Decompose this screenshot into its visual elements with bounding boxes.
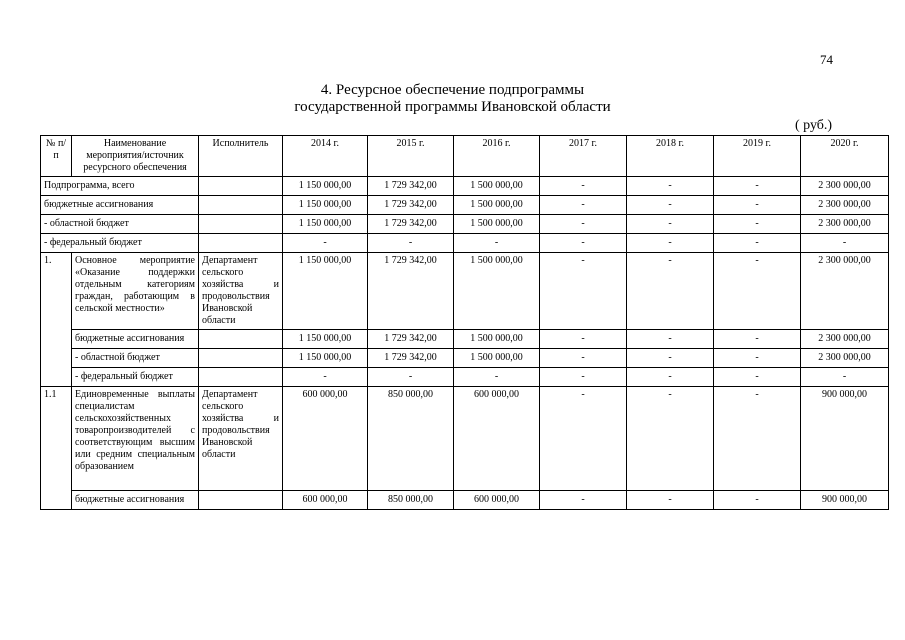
header-year: 2016 г. <box>454 136 540 177</box>
value-cell: - <box>714 349 801 368</box>
resource-table <box>40 135 889 510</box>
value-cell: - <box>540 387 627 491</box>
row-label: Подпрограмма, всего <box>41 177 199 196</box>
table-row <box>41 387 889 491</box>
value-cell: - <box>540 215 627 234</box>
header-year: 2020 г. <box>801 136 889 177</box>
value-cell: 2 300 000,00 <box>801 349 889 368</box>
value-cell: 1 150 000,00 <box>283 330 368 349</box>
value-cell: 1 500 000,00 <box>454 177 540 196</box>
value-cell: 1 729 342,00 <box>368 177 454 196</box>
value-cell: 900 000,00 <box>801 387 889 491</box>
header-year: 2017 г. <box>540 136 627 177</box>
value-cell: 2 300 000,00 <box>801 177 889 196</box>
value-cell: - <box>714 387 801 491</box>
header-name: Наименование мероприятия/источник ресурсного обеспечения <box>72 136 199 177</box>
item-number: 1.1 <box>41 387 72 510</box>
value-cell: 1 150 000,00 <box>283 349 368 368</box>
value-cell: 1 150 000,00 <box>283 215 368 234</box>
value-cell: - <box>540 196 627 215</box>
value-cell: 1 150 000,00 <box>283 196 368 215</box>
executor-cell <box>199 491 283 510</box>
header-year: 2015 г. <box>368 136 454 177</box>
value-cell: - <box>714 234 801 253</box>
row-label: бюджетные ассигнования <box>41 196 199 215</box>
value-cell: - <box>714 253 801 330</box>
item-number: 1. <box>41 253 72 387</box>
value-cell: 900 000,00 <box>801 491 889 510</box>
value-cell: - <box>627 387 714 491</box>
value-cell: 600 000,00 <box>454 387 540 491</box>
value-cell: - <box>540 330 627 349</box>
value-cell: - <box>368 368 454 387</box>
item-executor: Департамент сельского хозяйства и продовольствия Ивановской области <box>199 387 283 491</box>
value-cell: - <box>627 368 714 387</box>
value-cell: - <box>627 234 714 253</box>
value-cell: 1 500 000,00 <box>454 215 540 234</box>
table-row <box>41 215 889 234</box>
value-cell: - <box>714 215 801 234</box>
table-row <box>41 368 889 387</box>
document-subtitle: государственной программы Ивановской области <box>294 99 611 115</box>
executor-cell <box>199 330 283 349</box>
header-executor: Исполнитель <box>199 136 283 177</box>
value-cell: 1 150 000,00 <box>283 253 368 330</box>
value-cell: - <box>714 196 801 215</box>
value-cell: 1 150 000,00 <box>283 177 368 196</box>
value-cell: 1 729 342,00 <box>368 215 454 234</box>
value-cell: - <box>540 368 627 387</box>
value-cell: 2 300 000,00 <box>801 196 889 215</box>
value-cell: 2 300 000,00 <box>801 253 889 330</box>
value-cell: - <box>714 368 801 387</box>
value-cell: 600 000,00 <box>283 387 368 491</box>
value-cell: 1 729 342,00 <box>368 196 454 215</box>
value-cell: - <box>540 234 627 253</box>
value-cell: - <box>540 177 627 196</box>
executor-cell <box>199 349 283 368</box>
table-header-row <box>41 136 889 177</box>
table-row <box>41 234 889 253</box>
executor-cell <box>199 177 283 196</box>
value-cell: - <box>627 196 714 215</box>
value-cell: - <box>714 491 801 510</box>
value-cell: - <box>540 491 627 510</box>
value-cell: - <box>540 253 627 330</box>
table-row <box>41 349 889 368</box>
item-name: Единовременные выплаты специалистам сельскохозяйственных товаропроизводителей с соответствующим высшим или средним специальным образованием <box>72 387 199 491</box>
row-label: бюджетные ассигнования <box>72 491 199 510</box>
value-cell: 1 500 000,00 <box>454 253 540 330</box>
value-cell: 1 500 000,00 <box>454 330 540 349</box>
value-cell: - <box>801 368 889 387</box>
value-cell: - <box>454 234 540 253</box>
value-cell: - <box>283 368 368 387</box>
table-row <box>41 330 889 349</box>
executor-cell <box>199 215 283 234</box>
value-cell: 1 729 342,00 <box>368 330 454 349</box>
row-label: - областной бюджет <box>72 349 199 368</box>
row-label: - федеральный бюджет <box>41 234 199 253</box>
header-num: № п/п <box>41 136 72 177</box>
table-row <box>41 196 889 215</box>
row-label: - областной бюджет <box>41 215 199 234</box>
value-cell: 600 000,00 <box>454 491 540 510</box>
value-cell: 1 729 342,00 <box>368 253 454 330</box>
currency-unit: ( руб.) <box>795 118 833 133</box>
executor-cell <box>199 368 283 387</box>
table-row <box>41 253 889 330</box>
value-cell: 1 729 342,00 <box>368 349 454 368</box>
value-cell: - <box>714 330 801 349</box>
executor-cell <box>199 196 283 215</box>
header-year: 2018 г. <box>627 136 714 177</box>
table-row <box>41 177 889 196</box>
item-name: Основное мероприятие «Оказание поддержки отдельным категориям граждан, работающим в сельской местности» <box>72 253 199 330</box>
value-cell: 1 500 000,00 <box>454 349 540 368</box>
value-cell: 1 500 000,00 <box>454 196 540 215</box>
header-year: 2019 г. <box>714 136 801 177</box>
value-cell: 850 000,00 <box>368 491 454 510</box>
value-cell: - <box>283 234 368 253</box>
value-cell: 2 300 000,00 <box>801 215 889 234</box>
item-executor: Департамент сельского хозяйства и продовольствия Ивановской области <box>199 253 283 330</box>
value-cell: - <box>627 215 714 234</box>
value-cell: - <box>801 234 889 253</box>
value-cell: - <box>627 253 714 330</box>
page-number: 74 <box>820 52 833 67</box>
value-cell: - <box>627 330 714 349</box>
row-label: - федеральный бюджет <box>72 368 199 387</box>
value-cell: 600 000,00 <box>283 491 368 510</box>
header-year: 2014 г. <box>283 136 368 177</box>
value-cell: - <box>627 177 714 196</box>
value-cell: 2 300 000,00 <box>801 330 889 349</box>
value-cell: - <box>368 234 454 253</box>
value-cell: - <box>627 491 714 510</box>
table-row <box>41 491 889 510</box>
document-title: 4. Ресурсное обеспечение подпрограммы <box>320 82 585 98</box>
row-label: бюджетные ассигнования <box>72 330 199 349</box>
value-cell: - <box>714 177 801 196</box>
value-cell: - <box>627 349 714 368</box>
value-cell: 850 000,00 <box>368 387 454 491</box>
value-cell: - <box>540 349 627 368</box>
value-cell: - <box>454 368 540 387</box>
executor-cell <box>199 234 283 253</box>
